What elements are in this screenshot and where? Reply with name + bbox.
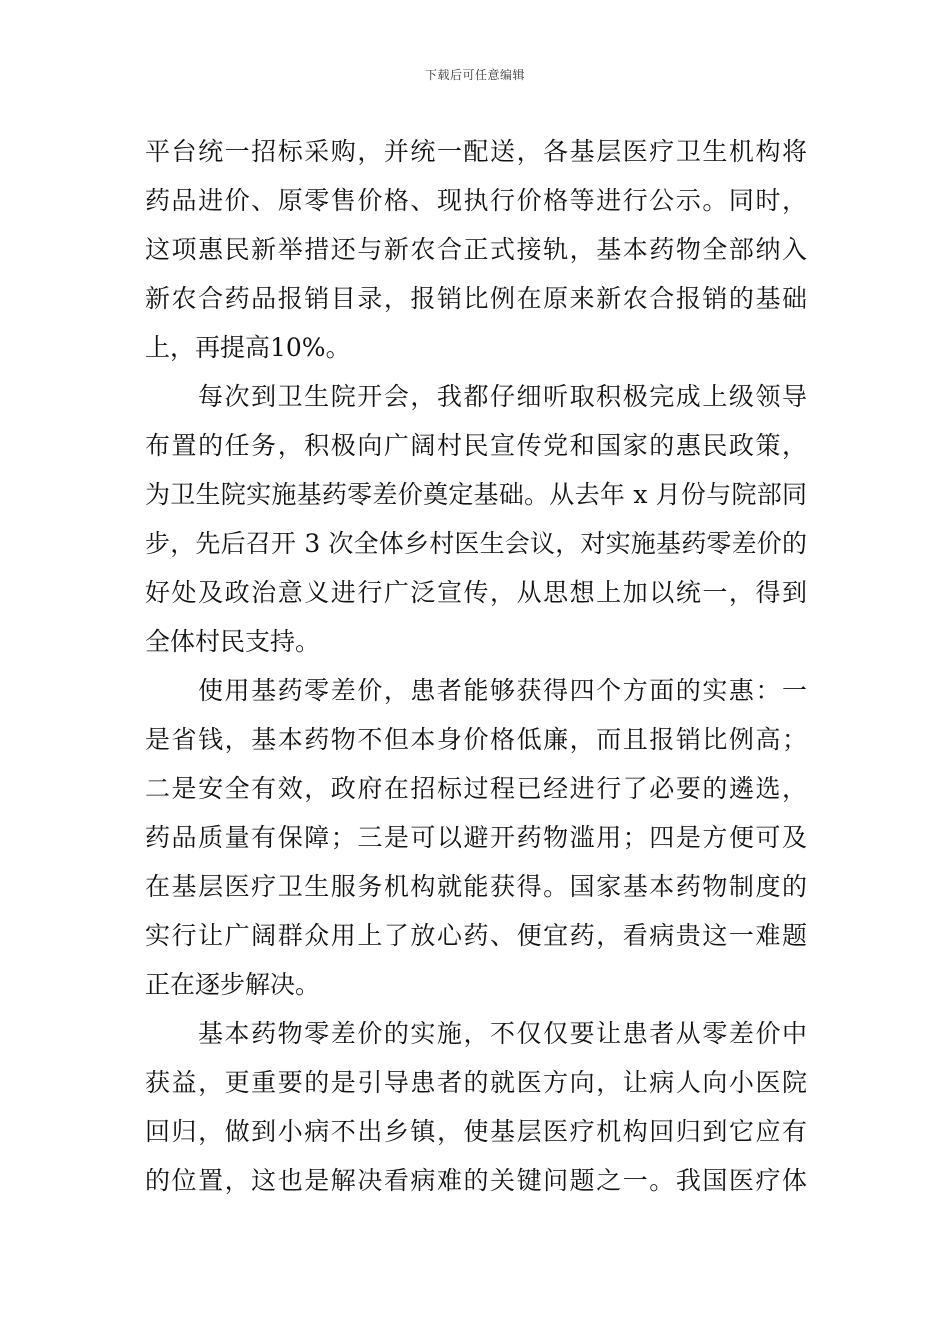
text-line: 好处及政治意义进行广泛宣传，从思想上加以统一，得到 bbox=[145, 578, 807, 607]
text-line: 这项惠民新举措还与新农合正式接轨，基本药物全部纳入 bbox=[145, 235, 807, 264]
text-line: 的位置，这也是解决看病难的关键问题之一。我国医疗体 bbox=[145, 1166, 807, 1195]
text-line: 基本药物零差价的实施，不仅仅要让患者从零差价中 bbox=[198, 1019, 807, 1048]
text-line: 使用基药零差价，患者能够获得四个方面的实惠：一 bbox=[198, 676, 807, 705]
text-line: 实行让广阔群众用上了放心药、便宜药，看病贵这一难题 bbox=[145, 921, 807, 950]
text-line: 为卫生院实施基药零差价奠定基础。从去年 x 月份与院部同 bbox=[145, 480, 807, 509]
text-line: 每次到卫生院开会，我都仔细听取积极完成上级领导 bbox=[198, 382, 807, 411]
text-line: 药品进价、原零售价格、现执行价格等进行公示。同时， bbox=[145, 186, 807, 215]
text-line: 二是安全有效，政府在招标过程已经进行了必要的遴选， bbox=[145, 774, 807, 803]
text-line: 布置的任务，积极向广阔村民宣传党和国家的惠民政策， bbox=[145, 431, 807, 460]
text-line: 平台统一招标采购，并统一配送，各基层医疗卫生机构将 bbox=[145, 137, 807, 166]
text-line: 在基层医疗卫生服务机构就能获得。国家基本药物制度的 bbox=[145, 872, 807, 901]
text-line: 是省钱，基本药物不但本身价格低廉，而且报销比例高； bbox=[145, 725, 807, 754]
document-body bbox=[145, 127, 807, 1205]
text-line: 步，先后召开 3 次全体乡村医生会议，对实施基药零差价的 bbox=[145, 529, 807, 558]
text-line: 正在逐步解决。 bbox=[145, 970, 321, 999]
text-line: 全体村民支持。 bbox=[145, 627, 321, 656]
text-line: 获益，更重要的是引导患者的就医方向，让病人向小医院 bbox=[145, 1068, 807, 1097]
page-header: 下载后可任意编辑 bbox=[424, 68, 525, 82]
paragraph-4 bbox=[145, 1009, 807, 1205]
paragraph-1 bbox=[145, 127, 807, 372]
paragraph-2 bbox=[145, 372, 807, 666]
text-line: 药品质量有保障；三是可以避开药物滥用；四是方便可及 bbox=[145, 823, 807, 852]
paragraph-3 bbox=[145, 666, 807, 1009]
text-line: 新农合药品报销目录，报销比例在原来新农合报销的基础 bbox=[145, 284, 807, 313]
text-line: 上，再提高10%。 bbox=[145, 333, 351, 362]
text-line: 回归，做到小病不出乡镇，使基层医疗机构回归到它应有 bbox=[145, 1117, 807, 1146]
